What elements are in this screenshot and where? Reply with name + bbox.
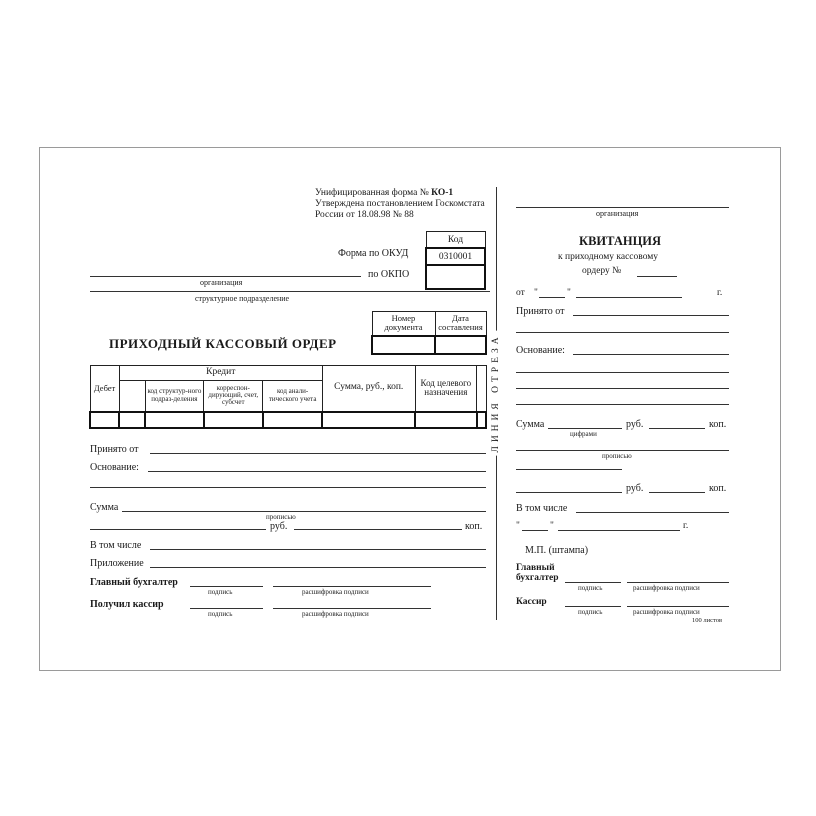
receipt-day-line[interactable] <box>539 297 565 298</box>
page-title: ПРИХОДНЫЙ КАССОВЫЙ ОРДЕР <box>109 336 337 351</box>
credit-division-cell[interactable] <box>145 412 203 428</box>
receipt-organization-caption: организация <box>596 209 639 218</box>
receipt-cashier-signature-line[interactable] <box>565 606 621 607</box>
debit-header: Дебет <box>90 366 119 412</box>
cashier-received-label: Получил кассир <box>90 599 164 610</box>
receipt-subtitle: к приходному кассовому <box>558 252 659 262</box>
receipt-rub-line-2[interactable] <box>516 492 622 493</box>
cut-line-label: ЛИНИЯ ОТРЕЗА <box>491 330 501 455</box>
target-code-header: Код целевого назначения <box>415 366 476 412</box>
receipt-kop-line-2[interactable] <box>649 492 705 493</box>
doc-number-cell[interactable] <box>372 336 435 354</box>
credit-account-header: корреспон-дирующий, счет, субсчет <box>204 381 263 412</box>
receipt-rub-label-2: руб. <box>626 483 644 494</box>
credit-blank-cell[interactable] <box>119 412 145 428</box>
doc-date-cell[interactable] <box>435 336 486 354</box>
receipt-title: КВИТАНЦИЯ <box>579 234 662 248</box>
division-line[interactable] <box>90 291 490 292</box>
accounting-table <box>89 365 487 429</box>
receipt-quote-open: " <box>534 288 538 298</box>
credit-analytics-cell[interactable] <box>263 412 322 428</box>
receipt-chief-signature-line[interactable] <box>565 582 621 583</box>
receipt-kop-label: коп. <box>709 419 727 430</box>
target-code-cell[interactable] <box>415 412 476 428</box>
receipt-organization-line[interactable] <box>516 207 729 208</box>
chief-signature-caption: подпись <box>208 588 233 596</box>
code-header: Код <box>426 232 485 249</box>
receipt-basis-line-2[interactable] <box>516 372 729 373</box>
chief-accountant-label: Главный бухгалтер <box>90 577 178 588</box>
receipt-sheets-count: 100 листов <box>692 617 723 624</box>
receipt-year-label: г. <box>717 288 723 298</box>
receipt-sum-label: Сумма <box>516 419 545 430</box>
received-from-label: Принято от <box>90 444 139 455</box>
sum-header: Сумма, руб., коп. <box>322 366 415 412</box>
receipt-received-from-line-2[interactable] <box>516 332 729 333</box>
receipt-order-number-line[interactable] <box>637 276 677 277</box>
receipt-in-words-caption: прописью <box>602 452 632 460</box>
sum-in-words-caption: прописью <box>266 513 296 521</box>
receipt-kop-label-2: коп. <box>709 483 727 494</box>
kop-line[interactable] <box>294 529 462 530</box>
receipt-chief-label-line1: Главный <box>516 563 555 573</box>
attachment-line[interactable] <box>150 567 486 568</box>
receipt-date2-quote-open: " <box>516 521 520 531</box>
cash-receipt-order-form <box>39 147 781 671</box>
sum-cell[interactable] <box>322 412 415 428</box>
okpo-label: по ОКПО <box>368 269 410 280</box>
cut-line-label-box <box>480 298 512 488</box>
receipt-figures-caption: цифрами <box>570 430 597 438</box>
okud-code-box <box>425 231 486 290</box>
form-header-line2: Утверждена постановлением Госкомстата <box>315 199 485 209</box>
cashier-signature-caption: подпись <box>208 610 233 618</box>
receipt-basis-line-1[interactable] <box>573 354 729 355</box>
doc-number-header: Номер документа <box>372 312 435 336</box>
receipt-words-line-1[interactable] <box>516 450 729 451</box>
organization-line[interactable] <box>90 276 361 277</box>
doc-number-date-table <box>371 311 487 355</box>
credit-account-cell[interactable] <box>204 412 263 428</box>
form-header-line3: России от 18.08.98 № 88 <box>315 210 414 220</box>
debit-cell[interactable] <box>90 412 119 428</box>
okud-label: Форма по ОКУД <box>338 248 409 259</box>
chief-signature-line[interactable] <box>190 586 263 587</box>
receipt-quote-close: " <box>567 288 571 298</box>
chief-decoding-caption: расшифровка подписи <box>302 588 369 596</box>
receipt-date2-year: г. <box>683 521 689 531</box>
receipt-cashier-signature-caption: подпись <box>578 608 603 616</box>
receipt-basis-line-4[interactable] <box>516 404 729 405</box>
division-caption: структурное подразделение <box>195 294 290 303</box>
receipt-rub-label: руб. <box>626 419 644 430</box>
sum-label: Сумма <box>90 502 119 513</box>
sum-line[interactable] <box>122 511 486 512</box>
receipt-date-from: от <box>516 288 525 298</box>
basis-line-2[interactable] <box>90 487 486 488</box>
chief-decoding-line[interactable] <box>273 586 431 587</box>
receipt-date2-month-line[interactable] <box>558 530 680 531</box>
receipt-chief-decoding-caption: расшифровка подписи <box>633 584 700 592</box>
cashier-decoding-caption: расшифровка подписи <box>302 610 369 618</box>
sum-words-line[interactable] <box>90 529 266 530</box>
okud-value[interactable]: 0310001 <box>426 248 485 265</box>
receipt-words-line-2[interactable] <box>516 469 622 470</box>
form-header-line1: Унифицированная форма № КО-1 <box>315 188 454 198</box>
receipt-cashier-label: Кассир <box>516 597 547 607</box>
receipt-basis-line-3[interactable] <box>516 388 729 389</box>
attachment-label: Приложение <box>90 558 144 569</box>
receipt-basis-label: Основание: <box>516 345 565 356</box>
basis-line-1[interactable] <box>148 471 486 472</box>
receipt-received-from-line[interactable] <box>573 315 729 316</box>
receipt-order-number-label: ордеру № <box>582 266 622 276</box>
receipt-date2-quote-close: " <box>550 521 554 531</box>
basis-label: Основание: <box>90 462 139 473</box>
okpo-value[interactable] <box>426 265 485 289</box>
receipt-including-label: В том числе <box>516 503 568 514</box>
including-line[interactable] <box>150 549 486 550</box>
organization-caption: организация <box>200 278 243 287</box>
receipt-date2-day-line[interactable] <box>522 530 548 531</box>
receipt-chief-label-line2: бухгалтер <box>516 573 559 583</box>
receipt-stamp-label: М.П. (штампа) <box>525 545 589 556</box>
including-label: В том числе <box>90 540 142 551</box>
credit-division-code-header: код структур-ного подраз-деления <box>145 381 203 412</box>
rub-label: руб. <box>270 521 288 532</box>
credit-blank-header <box>119 381 145 412</box>
receipt-received-from-label: Принято от <box>516 306 565 317</box>
kop-label: коп. <box>465 521 483 532</box>
receipt-kop-line[interactable] <box>649 428 705 429</box>
cashier-decoding-line[interactable] <box>273 608 431 609</box>
receipt-cashier-decoding-caption: расшифровка подписи <box>633 608 700 616</box>
credit-header: Кредит <box>119 366 322 381</box>
receipt-month-line[interactable] <box>576 297 682 298</box>
receipt-cashier-decoding-line[interactable] <box>627 606 729 607</box>
credit-analytics-header: код анали-тического учета <box>263 381 322 412</box>
doc-date-header: Дата составления <box>435 312 486 336</box>
received-from-line[interactable] <box>150 453 486 454</box>
receipt-chief-signature-caption: подпись <box>578 584 603 592</box>
cashier-signature-line[interactable] <box>190 608 263 609</box>
receipt-sum-figures-line[interactable] <box>548 428 622 429</box>
receipt-including-line[interactable] <box>576 512 729 513</box>
receipt-chief-decoding-line[interactable] <box>627 582 729 583</box>
